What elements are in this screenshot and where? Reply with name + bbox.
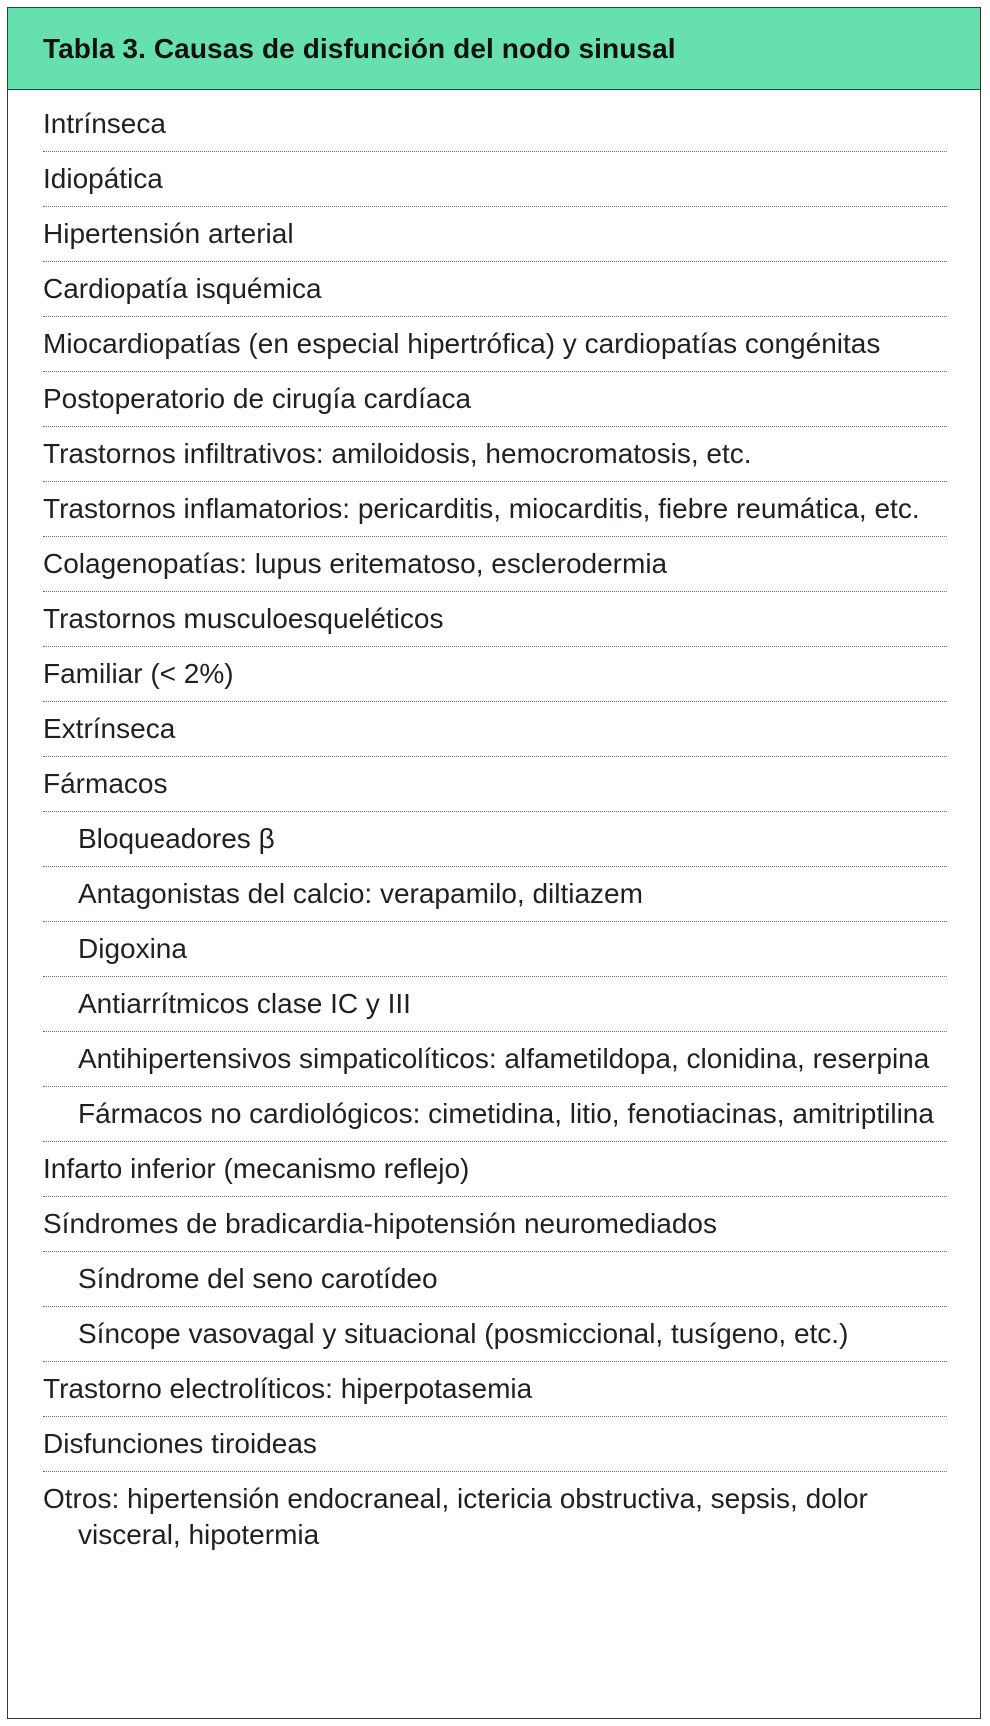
table-row: [43, 482, 947, 537]
table-row: [43, 922, 947, 977]
row-text: Hipertensión arterial: [43, 218, 294, 249]
table-row: [43, 977, 947, 1032]
table-row: [43, 207, 947, 262]
row-text: Familiar (< 2%): [43, 658, 234, 689]
row-text: Digoxina: [78, 933, 187, 964]
table-title: Tabla 3. Causas de disfunción del nodo sinusal: [43, 32, 676, 64]
row-text: Extrínseca: [43, 713, 176, 744]
table-row: [43, 592, 947, 647]
table-row: [43, 262, 947, 317]
row-text: Otros: hipertensión endocraneal, ictericia obstructiva, sepsis, dolor visceral, hipotermia: [43, 1483, 868, 1550]
row-text: Síndromes de bradicardia-hipotensión neuromediados: [43, 1208, 717, 1239]
table-row: [43, 317, 947, 372]
table-row: [43, 1032, 947, 1087]
table-header: [8, 8, 980, 90]
row-text: Trastornos inflamatorios: pericarditis, miocarditis, fiebre reumática, etc.: [43, 493, 920, 524]
table-row: [43, 702, 947, 757]
table-row: [43, 1087, 947, 1142]
table-row: [43, 427, 947, 482]
row-text: Postoperatorio de cirugía cardíaca: [43, 383, 472, 414]
table-row: [43, 152, 947, 207]
row-text: Trastornos infiltrativos: amiloidosis, hemocromatosis, etc.: [43, 438, 752, 469]
row-text: Trastorno electrolíticos: hiperpotasemia: [43, 1373, 533, 1404]
table-row: [43, 372, 947, 427]
table-row: [43, 1472, 947, 1562]
table-row: [43, 757, 947, 812]
row-text: Antagonistas del calcio: verapamilo, diltiazem: [78, 878, 643, 909]
row-text: Trastornos musculoesqueléticos: [43, 603, 444, 634]
table-row: [43, 812, 947, 867]
table-row: [43, 1417, 947, 1472]
row-text: Fármacos no cardiológicos: cimetidina, litio, fenotiacinas, amitriptilina: [78, 1098, 934, 1129]
row-text: Síncope vasovagal y situacional (posmiccional, tusígeno, etc.): [78, 1318, 849, 1349]
table-row: [43, 1362, 947, 1417]
row-text: Infarto inferior (mecanismo reflejo): [43, 1153, 470, 1184]
row-text: Síndrome del seno carotídeo: [78, 1263, 438, 1294]
row-text: Cardiopatía isquémica: [43, 273, 322, 304]
row-text: Intrínseca: [43, 108, 166, 139]
table-body: [43, 90, 947, 1562]
row-text: Bloqueadores β: [78, 823, 275, 854]
row-text: Disfunciones tiroideas: [43, 1428, 317, 1459]
table-row: [43, 1142, 947, 1197]
table-row: [43, 1197, 947, 1252]
table-row: [43, 647, 947, 702]
row-text: Antihipertensivos simpaticolíticos: alfametildopa, clonidina, reserpina: [78, 1043, 930, 1074]
row-text: Miocardiopatías (en especial hipertrófica) y cardiopatías congénitas: [43, 328, 881, 359]
table-row: [43, 537, 947, 592]
row-text: Colagenopatías: lupus eritematoso, esclerodermia: [43, 548, 668, 579]
table-row: [43, 1252, 947, 1307]
table-row: [43, 97, 947, 152]
table-row: [43, 1307, 947, 1362]
row-text: Fármacos: [43, 768, 168, 799]
row-text: Idiopática: [43, 163, 163, 194]
table-row: [43, 867, 947, 922]
causes-table: [7, 7, 981, 1719]
row-text: Antiarrítmicos clase IC y III: [78, 988, 411, 1019]
